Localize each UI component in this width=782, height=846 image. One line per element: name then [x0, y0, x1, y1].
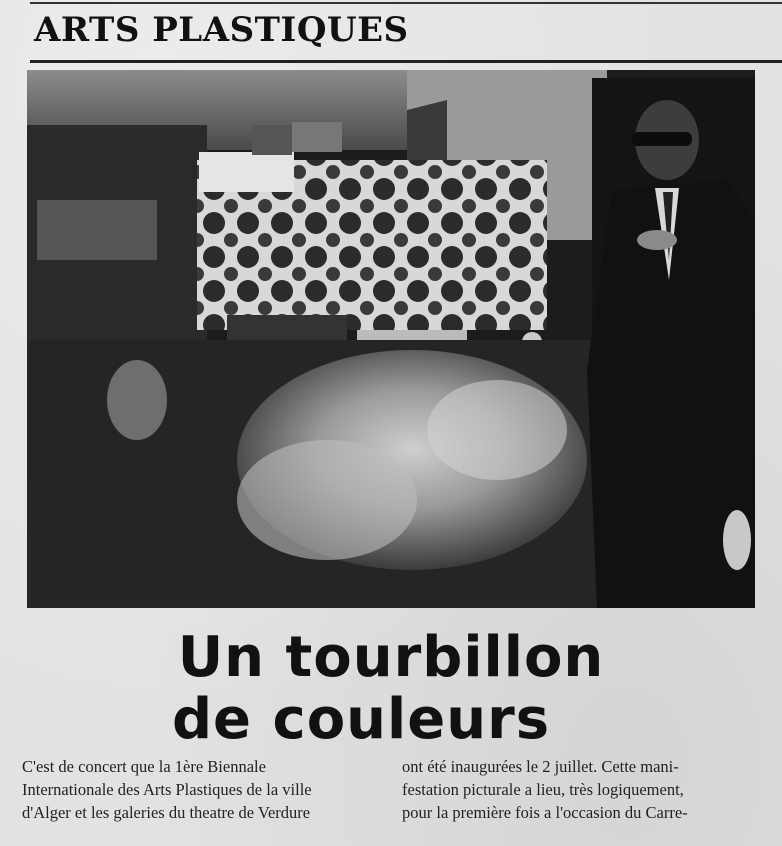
headline-line-1: Un tourbillon: [177, 625, 605, 690]
headline-line-2: de couleurs: [171, 687, 551, 752]
article-column-left: [22, 755, 377, 824]
exhibition-photo: [27, 70, 755, 608]
article-line: C'est de concert que la 1ère Biennale: [22, 757, 266, 776]
article-column-right: [402, 755, 752, 824]
article-line: Internationale des Arts Plastiques de la ville: [22, 780, 312, 799]
photo-image: [27, 70, 755, 608]
top-rule: [30, 2, 782, 4]
article-line: d'Alger et les galeries du theatre de Verdure: [22, 803, 311, 822]
section-title: ARTS PLASTIQUES: [34, 10, 409, 50]
section-divider: [30, 60, 782, 63]
article-line: ont été inaugurées le 2 juillet. Cette mani-: [402, 757, 679, 776]
article-line: festation picturale a lieu, très logiquement,: [402, 780, 684, 799]
article-line: pour la première fois a l'occasion du Carre-: [402, 803, 688, 822]
